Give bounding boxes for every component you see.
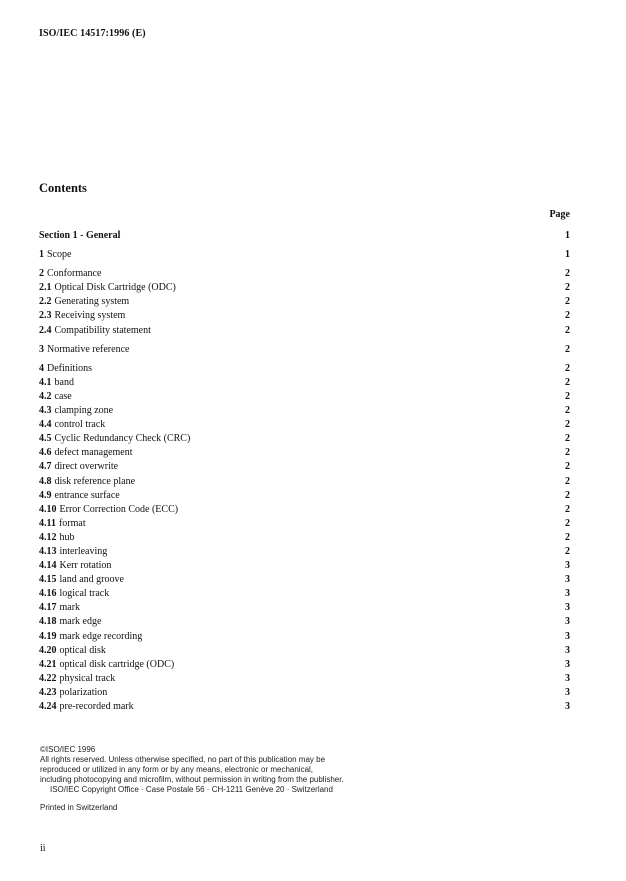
toc-entry-number: 3	[39, 343, 44, 355]
toc-entry-page: 2	[565, 376, 570, 388]
toc-entry-title: hub	[59, 531, 75, 543]
toc-entry-page: 3	[565, 560, 570, 572]
copyright-notice	[40, 745, 344, 813]
toc-entry[interactable]	[39, 475, 570, 489]
toc-entry[interactable]	[39, 573, 570, 587]
toc-entry-number: 4.3	[39, 405, 52, 417]
toc-entry-label	[39, 559, 111, 573]
toc-entry-number: 4.13	[39, 545, 57, 557]
printed-in: Printed in Switzerland	[40, 803, 118, 812]
toc-entry-number: 4.20	[39, 644, 57, 656]
toc-entry-page: 2	[565, 531, 570, 543]
toc-entry-number: 4.15	[39, 574, 57, 586]
toc-entry-title: Error Correction Code (ECC)	[59, 503, 179, 515]
toc-entry-page: 2	[565, 343, 570, 355]
toc-entry[interactable]	[39, 446, 570, 460]
toc-entry-label	[39, 295, 129, 309]
toc-entry[interactable]	[39, 460, 570, 474]
toc-entry-title: Conformance	[47, 268, 102, 280]
toc-entry-number: 4.18	[39, 616, 57, 628]
toc-entry-number: 4.4	[39, 419, 52, 431]
toc-entry-number: 4.19	[39, 630, 57, 642]
toc-entry[interactable]	[39, 559, 570, 573]
toc-entry-number: 4.5	[39, 433, 52, 445]
toc-entry-label	[39, 700, 134, 714]
toc-entry-title: logical track	[59, 588, 110, 600]
toc-entry-number: 4.2	[39, 390, 52, 402]
toc-entry-title: pre-recorded mark	[59, 701, 134, 712]
contents-heading: Contents	[39, 181, 87, 195]
toc-entry[interactable]	[39, 503, 570, 517]
toc-entry-page: 3	[565, 574, 570, 586]
toc-entry-label	[39, 503, 178, 517]
toc-entry[interactable]	[39, 248, 570, 262]
toc-entry-label	[39, 644, 106, 658]
toc-entry-number: 2.4	[39, 324, 52, 336]
toc-entry-label	[39, 517, 86, 531]
toc-entry[interactable]	[39, 615, 570, 629]
toc-entry-title: Optical Disk Cartridge (ODC)	[54, 282, 176, 294]
toc-entry-page: 2	[565, 517, 570, 529]
toc-entry-label	[39, 432, 190, 446]
toc-entry-number: 4.24	[39, 701, 57, 712]
toc-entry[interactable]	[39, 672, 570, 686]
toc-entry-title: Receiving system	[54, 310, 126, 322]
toc-entry-number: 4.23	[39, 686, 57, 698]
toc-entry-title: Kerr rotation	[59, 560, 112, 572]
toc-entry-title: defect management	[54, 447, 133, 459]
toc-entry-number: 4.7	[39, 461, 52, 473]
toc-entry[interactable]	[39, 587, 570, 601]
toc-entry-title: optical disk cartridge (ODC)	[59, 658, 175, 670]
toc-entry-number: 2.2	[39, 296, 52, 308]
toc-entry-title: band	[54, 376, 74, 388]
toc-entry-page: 3	[565, 644, 570, 656]
toc-entry-page: 2	[565, 475, 570, 487]
toc-entry-title: disk reference plane	[54, 475, 136, 487]
toc-entry-title: physical track	[59, 672, 116, 684]
toc-section-row[interactable]	[39, 229, 570, 243]
toc-entry-number: 2.1	[39, 282, 52, 294]
toc-entry[interactable]	[39, 362, 570, 376]
toc-entry-title: Definitions	[47, 362, 92, 374]
toc-entry-title: entrance surface	[54, 489, 120, 501]
toc-entry[interactable]	[39, 390, 570, 404]
toc-entry-page: 3	[565, 658, 570, 670]
toc-entry-number: 4.8	[39, 475, 52, 487]
toc-entry-title: optical disk	[59, 644, 106, 656]
toc-entry-label	[39, 615, 101, 629]
toc-entry-label	[39, 460, 118, 474]
toc-entry[interactable]	[39, 601, 570, 615]
document-header: ISO/IEC 14517:1996 (E)	[39, 28, 146, 39]
toc-entry-page: 2	[565, 503, 570, 515]
toc-entry-number: 4.21	[39, 658, 57, 670]
toc-entry-page: 2	[565, 489, 570, 501]
toc-entry-page: 2	[565, 433, 570, 445]
toc-entry-number: 4.6	[39, 447, 52, 459]
toc-entry-number: 4.10	[39, 503, 57, 515]
toc-entry-label	[39, 390, 72, 404]
toc-entry-page: 2	[565, 447, 570, 459]
toc-entry-title: land and groove	[59, 574, 124, 586]
toc-entry-label	[39, 343, 129, 357]
toc-entry-page: 2	[565, 324, 570, 336]
toc-entry-title: mark edge	[59, 616, 102, 628]
toc-entry-label	[39, 229, 120, 243]
toc-entry-page: 3	[565, 672, 570, 684]
toc-entry-title: Normative reference	[47, 343, 130, 355]
copyright-line: reproduced or utilized in any form or by any means, electronic or mechanical,	[40, 765, 314, 774]
toc-entry[interactable]	[39, 432, 570, 446]
toc-entry-page: 2	[565, 419, 570, 431]
toc-entry[interactable]	[39, 343, 570, 357]
toc-entry-number: 4.22	[39, 672, 57, 684]
toc-entry-label	[39, 531, 75, 545]
toc-entry-title: mark edge recording	[59, 630, 143, 642]
copyright-line: ©ISO/IEC 1996	[40, 745, 96, 754]
toc-entry-page: 2	[565, 390, 570, 402]
toc-entry[interactable]	[39, 489, 570, 503]
toc-entry-label	[39, 587, 109, 601]
toc-entry-page: 2	[565, 282, 570, 294]
toc-entry-number: 4.11	[39, 517, 56, 529]
toc-entry-label	[39, 446, 133, 460]
toc-entry-page: 1	[565, 230, 570, 241]
toc-entry[interactable]	[39, 517, 570, 531]
toc-entry-label	[39, 686, 107, 700]
toc-entry[interactable]	[39, 658, 570, 672]
toc-entry-label	[39, 281, 176, 295]
toc-entry-page: 2	[565, 268, 570, 280]
toc-entry-title: Compatibility statement	[54, 324, 151, 336]
toc-entry[interactable]	[39, 267, 570, 281]
toc-entry[interactable]	[39, 309, 570, 323]
toc-entry[interactable]	[39, 404, 570, 418]
toc-entry-number: 4.16	[39, 588, 57, 600]
toc-entry-label	[39, 672, 115, 686]
toc-entry-title: clamping zone	[54, 405, 114, 417]
page-column-label: Page	[549, 209, 570, 220]
toc-entry-label	[39, 324, 151, 338]
toc-entry[interactable]	[39, 376, 570, 390]
toc-entry-title: Section 1 - General	[39, 230, 121, 241]
page-number: ii	[40, 843, 46, 854]
table-of-contents	[39, 229, 570, 714]
toc-entry-label	[39, 309, 125, 323]
toc-entry-label	[39, 475, 135, 489]
toc-entry-label	[39, 267, 101, 281]
toc-entry-label	[39, 658, 174, 672]
toc-entry-page: 3	[565, 602, 570, 614]
toc-entry-number: 4	[39, 362, 44, 374]
toc-entry-label	[39, 418, 105, 432]
toc-entry[interactable]	[39, 700, 570, 714]
toc-entry-title: Scope	[47, 249, 72, 261]
toc-entry-page: 2	[565, 405, 570, 417]
copyright-line: All rights reserved. Unless otherwise specified, no part of this publication may be	[40, 755, 326, 764]
toc-entry[interactable]	[39, 686, 570, 700]
toc-entry-label	[39, 573, 124, 587]
toc-entry-label	[39, 362, 92, 376]
toc-entry-number: 2	[39, 268, 44, 280]
toc-entry[interactable]	[39, 545, 570, 559]
toc-entry-page: 2	[565, 296, 570, 308]
toc-entry-number: 4.12	[39, 531, 57, 543]
toc-entry-title: case	[54, 390, 72, 402]
toc-entry[interactable]	[39, 295, 570, 309]
toc-entry-title: Cyclic Redundancy Check (CRC)	[54, 433, 191, 445]
toc-entry-number: 1	[39, 249, 44, 261]
toc-entry-number: 4.1	[39, 376, 52, 388]
toc-entry-label	[39, 489, 120, 503]
toc-entry[interactable]	[39, 418, 570, 432]
toc-entry-page: 2	[565, 362, 570, 374]
toc-entry-page: 2	[565, 545, 570, 557]
toc-entry-number: 2.3	[39, 310, 52, 322]
toc-entry-label	[39, 404, 113, 418]
toc-entry[interactable]	[39, 644, 570, 658]
toc-entry[interactable]	[39, 281, 570, 295]
toc-entry-page: 3	[565, 701, 570, 712]
toc-entry-page: 3	[565, 616, 570, 628]
toc-entry-title: Generating system	[54, 296, 130, 308]
toc-entry-page: 1	[565, 249, 570, 261]
toc-entry-number: 4.9	[39, 489, 52, 501]
toc-entry-number: 4.14	[39, 560, 57, 572]
toc-entry-label	[39, 601, 80, 615]
toc-entry-page: 3	[565, 588, 570, 600]
toc-entry[interactable]	[39, 531, 570, 545]
toc-entry-title: format	[58, 517, 86, 529]
copyright-office-address: ISO/IEC Copyright Office · Case Postale 56 · CH-1211 Genève 20 · Switzerland	[50, 785, 333, 794]
toc-entry-number: 4.17	[39, 602, 57, 614]
toc-entry-page: 2	[565, 310, 570, 322]
copyright-line: including photocopying and microfilm, without permission in writing from the publisher.	[40, 775, 344, 784]
toc-entry-label	[39, 545, 107, 559]
toc-entry-title: control track	[54, 419, 106, 431]
toc-entry[interactable]	[39, 324, 570, 338]
toc-entry-title: interleaving	[59, 545, 108, 557]
toc-entry-title: mark	[59, 602, 81, 614]
toc-entry-title: polarization	[59, 686, 108, 698]
toc-entry-label	[39, 630, 142, 644]
toc-entry-title: direct overwrite	[54, 461, 119, 473]
toc-entry-page: 3	[565, 630, 570, 642]
toc-entry-label	[39, 376, 74, 390]
toc-entry-label	[39, 248, 71, 262]
toc-entry-page: 3	[565, 686, 570, 698]
toc-entry-page: 2	[565, 461, 570, 473]
toc-entry[interactable]	[39, 630, 570, 644]
